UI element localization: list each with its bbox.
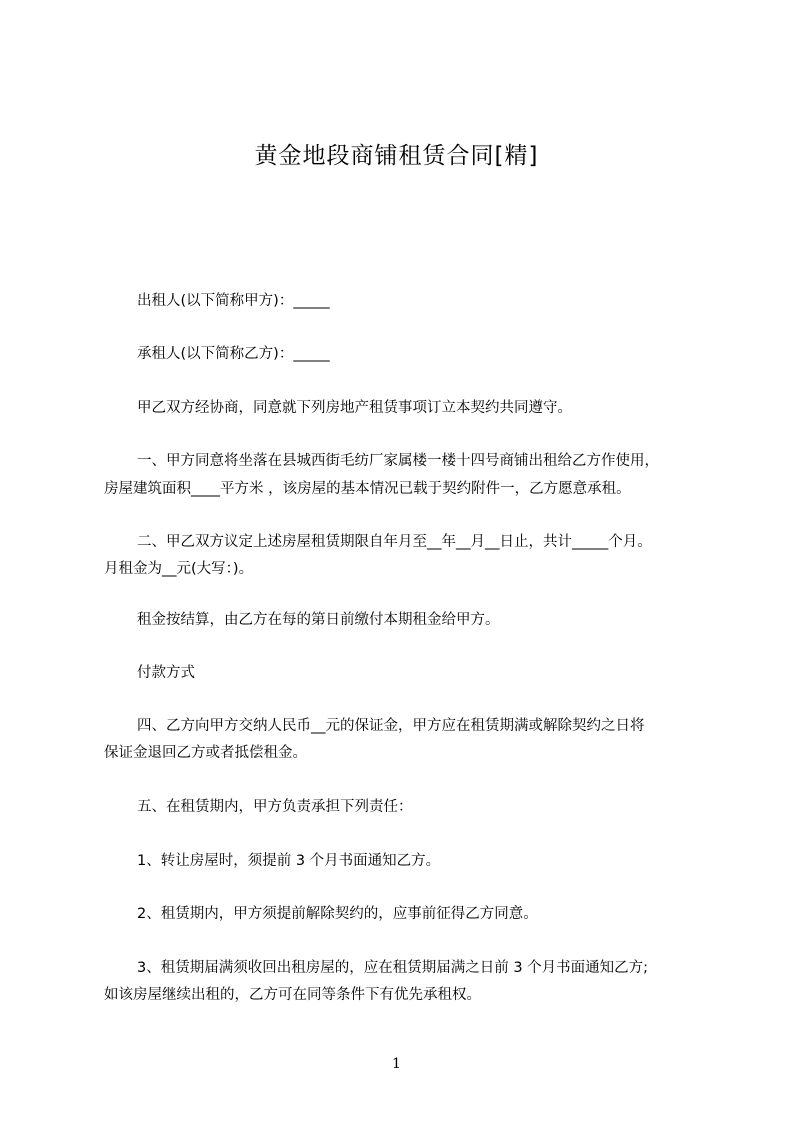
lessor-line: 出租人(以下简称甲方)：_____ (137, 293, 330, 309)
clause-5-heading: 五、在租赁期内，甲方负责承担下列责任： (137, 799, 413, 815)
lessee-line: 承租人(以下简称乙方)：_____ (137, 346, 330, 362)
clause-4-line-2: 保证金退回乙方或者抵偿租金。 (104, 745, 307, 761)
preamble-paragraph: 甲乙双方经协商，同意就下列房地产租赁事项订立本契约共同遵守。 (137, 400, 572, 416)
clause-5-item-2: 2、租赁期内，甲方须提前解除契约的，应事前征得乙方同意。 (137, 906, 538, 922)
clause-5-item-3-line-2: 如该房屋继续出租的，乙方可在同等条件下有优先承租权。 (104, 987, 481, 1003)
document-title: 黄金地段商铺租赁合同[精] (254, 143, 539, 169)
page-number: 1 (392, 1056, 401, 1072)
clause-1-line-1: 一、甲方同意将坐落在县城西街毛纺厂家属楼一楼十四号商铺出租给乙方作使用， (137, 453, 659, 469)
clause-5-item-3-line-1: 3、租赁期届满须收回出租房屋的，应在租赁期届满之日前 3 个月书面通知乙方; (137, 960, 649, 976)
clause-2-line-2: 月租金为__元(大写：)。 (104, 561, 254, 577)
rent-payment-paragraph: 租金按结算，由乙方在每的第日前缴付本期租金给甲方。 (137, 612, 500, 628)
clause-5-item-1: 1、转让房屋时，须提前 3 个月书面通知乙方。 (137, 853, 441, 869)
clause-4-line-1: 四、乙方向甲方交纳人民币__元的保证金，甲方应在租赁期满或解除契约之日将 (137, 718, 645, 734)
clause-1-line-2: 房屋建筑面积____平方米 ，该房屋的基本情况已载于契约附件一，乙方愿意承租。 (104, 481, 631, 497)
clause-2-line-1: 二、甲乙双方议定上述房屋租赁期限自年月至__年__月__日止，共计_____个月。 (137, 534, 652, 550)
payment-method-heading: 付款方式 (137, 665, 195, 681)
